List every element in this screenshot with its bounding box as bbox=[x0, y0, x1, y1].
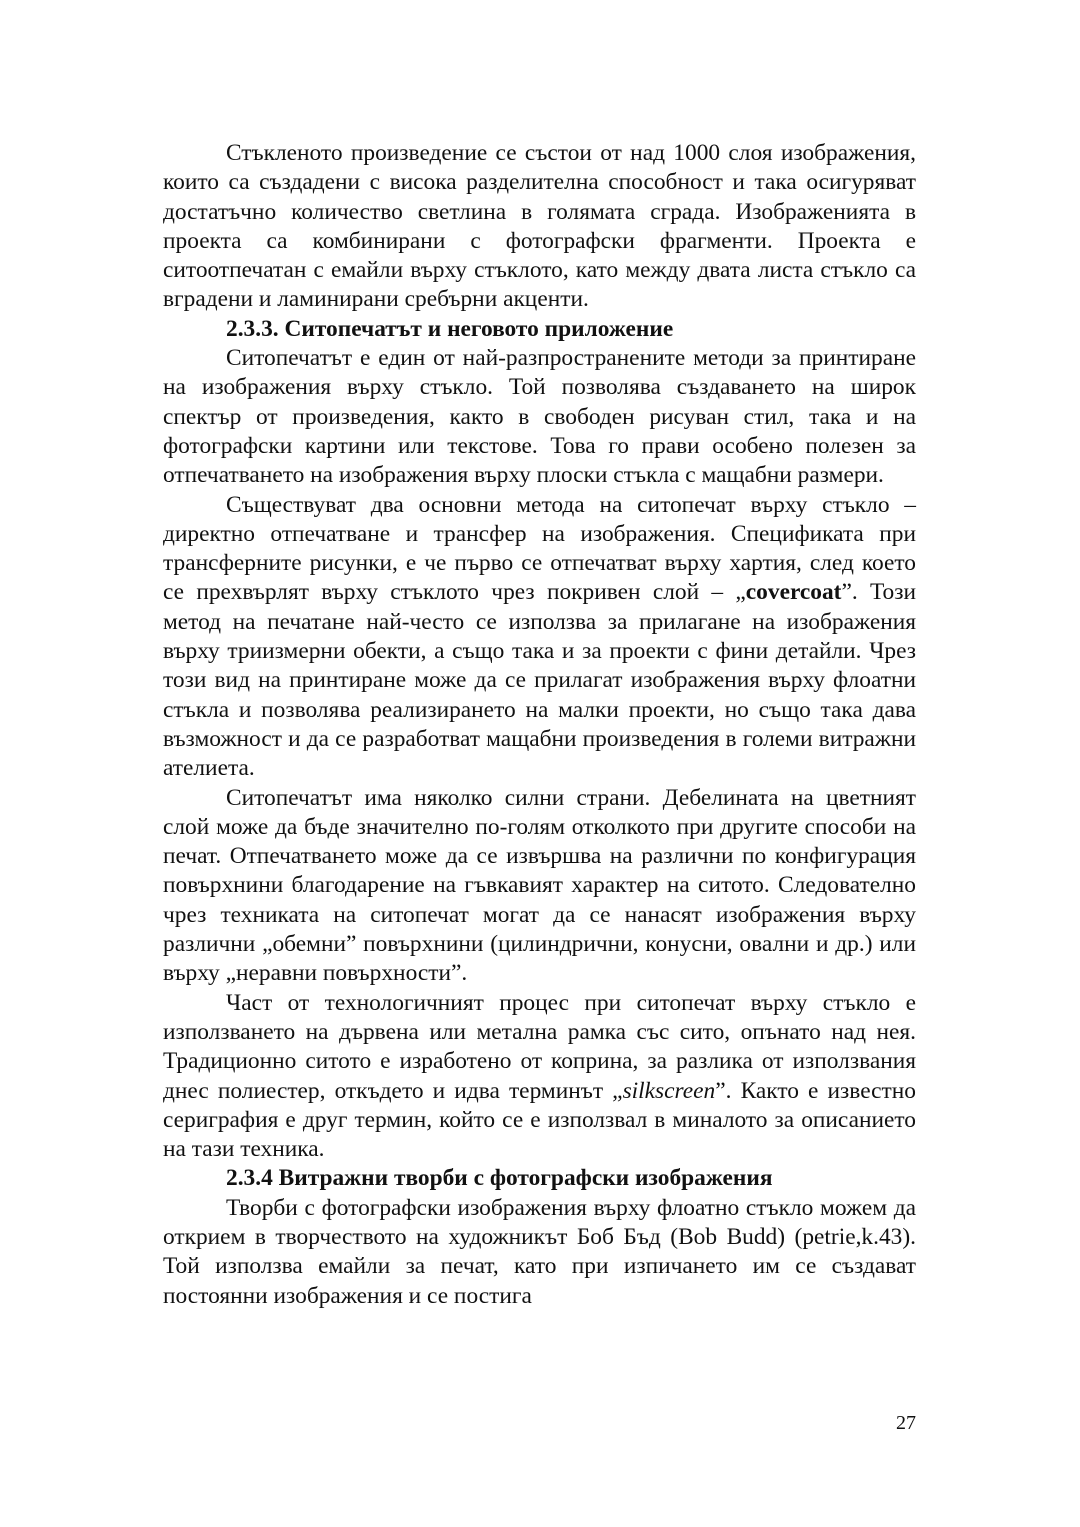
term-silkscreen: silkscreen bbox=[622, 1077, 716, 1104]
paragraph-intro: Стъкленото произведение се състои от над 1000 слоя изображения, които са създадени с висока разделителна способност и така осигуряват достатъчно количество светлина в голямата сграда. Изображенията в проекта са комбинирани с фотографски фрагменти. Проекта е ситоотпечатан с емайли върху стъклото, като между двата листа стъкло са вградени и ламинирани сребърни акценти. bbox=[163, 140, 916, 313]
term-covercoat: covercoat bbox=[745, 579, 842, 606]
paragraph-text: ”. Този метод на печатане най-често се използва за прилагане на изображения върху триизмерни обекти, а също така и за проекти с фини детайли. Чрез този вид на принтиране може да се прилагат изображения върху флоатни стъкла и позволява реализирането на малки проекти, но също така дава възможност и да се разработват мащабни произведения в големи витражни ателиета. bbox=[163, 579, 916, 782]
section-heading-2-3-3: 2.3.3. Ситопечатът и неговото приложение bbox=[226, 315, 674, 342]
paragraph-text: Част от технологичният процес при ситопечат върху стъкло е използването на дървена или метална рамка със сито, опънато над нея. Традиционно ситото е изработено от коприна, за разлика от използвания днес полиестер, откъдето и идва терминът „ bbox=[163, 989, 916, 1104]
paragraph-screen-printing-strengths: Ситопечатът има няколко силни страни. Дебелината на цветният слой може да бъде значително по-голям отколкото при другите способи на печат. Отпечатването може да се извършва на различни по конфигурация повърхнини благодарение на гъвкавият характер на ситото. Следователно чрез техниката на ситопечат могат да се нанасят изображения върху различни „обемни” повърхнини (цилиндрични, конусни, овални и др.) или върху „неравни повърхности”. bbox=[163, 784, 916, 987]
paragraph-screen-printing-methods bbox=[163, 491, 916, 784]
section-heading-2-3-4: 2.3.4 Витражни творби с фотографски изображения bbox=[226, 1165, 773, 1192]
paragraph-photographic-works: Творби с фотографски изображения върху флоатно стъкло можем да открием в творчеството на художникът Боб Бъд (Bob Budd) (petrie,k.43). Той използва емайли за печат, като при изпичането им се създават постоянни изображения и се постига bbox=[163, 1194, 916, 1309]
paragraph-screen-printing-process bbox=[163, 989, 916, 1165]
paragraph-screen-printing-overview: Ситопечатът е един от най-разпространените методи за принтиране на изображения върху стъкло. Той позволява създаването на широк спектър от произведения, както в свободен рисуван стил, така и на фотографски картини или текстове. Това го прави особено полезен за отпечатването на изображения върху плоски стъкла с мащабни размери. bbox=[163, 345, 916, 489]
paragraph-text: ”. Както е известно сериграфия е друг термин, който се е използвал в миналото за описанието на тази техника. bbox=[163, 1077, 916, 1163]
paragraph-text: Съществуват два основни метода на ситопечат върху стъкло – директно отпечатване и трансфер на изображения. Спецификата при трансферните рисунки, е че първо се отпечатват върху хартия, след което се прехвърлят върху стъклото чрез покривен слой – „ bbox=[163, 491, 916, 606]
page-body bbox=[163, 139, 916, 1311]
page-number: 27 bbox=[896, 1412, 916, 1434]
